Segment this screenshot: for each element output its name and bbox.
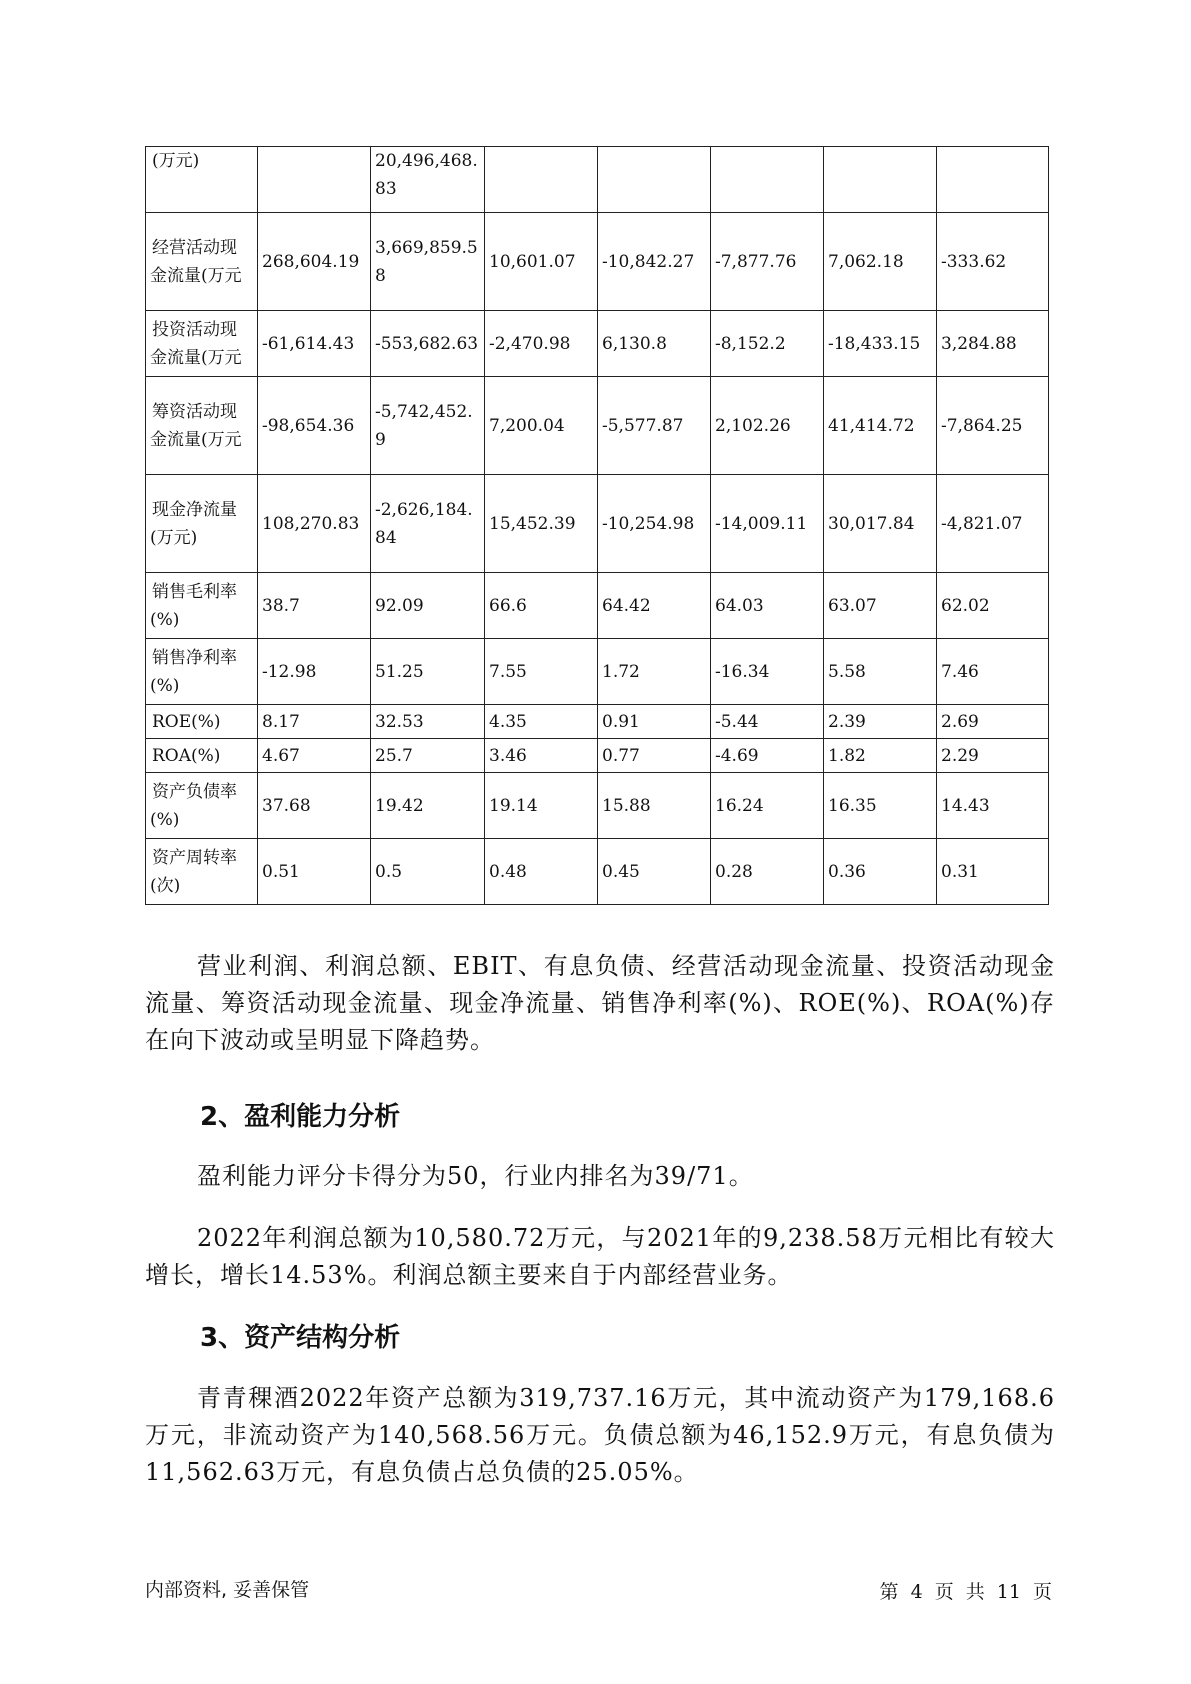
value-cell: -12.98 (258, 639, 371, 705)
value-cell: 0.77 (598, 739, 711, 773)
value-cell: 4.35 (485, 705, 598, 739)
profitability-score-paragraph: 盈利能力评分卡得分为50，行业内排名为39/71。 (197, 1162, 754, 1190)
value-cell: 0.36 (824, 839, 937, 905)
value-cell: 3,669,859.58 (371, 213, 485, 311)
value-cell: 7,062.18 (824, 213, 937, 311)
profit-total-paragraph: 2022年利润总额为10,580.72万元，与2021年的9,238.58万元相比有较大增长，增长14.53%。利润总额主要来自于内部经营业务。 (145, 1224, 1055, 1289)
value-cell: 1.72 (598, 639, 711, 705)
value-cell: 64.42 (598, 573, 711, 639)
table-row (146, 639, 1049, 705)
value-cell: 15,452.39 (485, 475, 598, 573)
row-label-cell: 现金净流量(万元) (146, 475, 258, 573)
value-cell: 3,284.88 (937, 311, 1049, 377)
value-cell (598, 147, 711, 213)
table-row (146, 773, 1049, 839)
value-cell: 7,200.04 (485, 377, 598, 475)
value-cell: 16.24 (711, 773, 824, 839)
value-cell: -61,614.43 (258, 311, 371, 377)
value-cell: -14,009.11 (711, 475, 824, 573)
row-label-cell: 资产负债率(%) (146, 773, 258, 839)
value-cell: 64.03 (711, 573, 824, 639)
value-cell: 2.39 (824, 705, 937, 739)
row-label-cell: ROE(%) (146, 705, 258, 739)
value-cell (485, 147, 598, 213)
value-cell: 38.7 (258, 573, 371, 639)
row-label-cell: ROA(%) (146, 739, 258, 773)
table-row (146, 705, 1049, 739)
value-cell: 2.29 (937, 739, 1049, 773)
value-cell: 3.46 (485, 739, 598, 773)
value-cell: 0.45 (598, 839, 711, 905)
value-cell: -5,577.87 (598, 377, 711, 475)
value-cell: -553,682.63 (371, 311, 485, 377)
table-row (146, 213, 1049, 311)
value-cell: 25.7 (371, 739, 485, 773)
value-cell: 37.68 (258, 773, 371, 839)
value-cell: 0.48 (485, 839, 598, 905)
value-cell: -7,864.25 (937, 377, 1049, 475)
value-cell (258, 147, 371, 213)
section-heading-profitability: 2、盈利能力分析 (200, 1102, 401, 1132)
value-cell: 32.53 (371, 705, 485, 739)
section-heading-asset-structure: 3、资产结构分析 (200, 1323, 401, 1353)
value-cell (824, 147, 937, 213)
table-row (146, 573, 1049, 639)
table-row (146, 147, 1049, 213)
value-cell: -7,877.76 (711, 213, 824, 311)
value-cell: 8.17 (258, 705, 371, 739)
table-row (146, 311, 1049, 377)
value-cell: 63.07 (824, 573, 937, 639)
asset-structure-paragraph: 青青稞酒2022年资产总额为319,737.16万元，其中流动资产为179,168.6万元，非流动资产为140,568.56万元。负债总额为46,152.9万元，有息负债为11,562.63万元，有息负债占总负债的25.05%。 (145, 1384, 1055, 1486)
footer-confidential-note: 内部资料, 妥善保管 (145, 1579, 310, 1601)
value-cell: 0.28 (711, 839, 824, 905)
financial-table (145, 146, 1049, 905)
value-cell: 51.25 (371, 639, 485, 705)
row-label-cell: 筹资活动现金流量(万元 (146, 377, 258, 475)
value-cell: -10,842.27 (598, 213, 711, 311)
value-cell: 15.88 (598, 773, 711, 839)
row-label-cell: 销售净利率(%) (146, 639, 258, 705)
table-row (146, 377, 1049, 475)
value-cell: -4,821.07 (937, 475, 1049, 573)
value-cell: 5.58 (824, 639, 937, 705)
value-cell: 66.6 (485, 573, 598, 639)
table-row (146, 839, 1049, 905)
footer-page-number: 第 4 页 共 11 页 (879, 1581, 1052, 1603)
value-cell: -18,433.15 (824, 311, 937, 377)
table-row (146, 475, 1049, 573)
value-cell: 6,130.8 (598, 311, 711, 377)
value-cell: 14.43 (937, 773, 1049, 839)
value-cell: 0.5 (371, 839, 485, 905)
value-cell: -5.44 (711, 705, 824, 739)
value-cell: 19.14 (485, 773, 598, 839)
value-cell: 0.31 (937, 839, 1049, 905)
value-cell: 16.35 (824, 773, 937, 839)
row-label-cell: 经营活动现金流量(万元 (146, 213, 258, 311)
value-cell: -10,254.98 (598, 475, 711, 573)
value-cell: 268,604.19 (258, 213, 371, 311)
row-label-cell: 资产周转率(次) (146, 839, 258, 905)
value-cell: 1.82 (824, 739, 937, 773)
value-cell: -2,626,184.84 (371, 475, 485, 573)
value-cell: 20,496,468.83 (371, 147, 485, 213)
value-cell: -8,152.2 (711, 311, 824, 377)
value-cell: 2,102.26 (711, 377, 824, 475)
value-cell: 0.51 (258, 839, 371, 905)
value-cell: -5,742,452.9 (371, 377, 485, 475)
value-cell: 10,601.07 (485, 213, 598, 311)
table-row (146, 739, 1049, 773)
value-cell: -4.69 (711, 739, 824, 773)
value-cell (937, 147, 1049, 213)
value-cell: -2,470.98 (485, 311, 598, 377)
row-label-cell: 销售毛利率(%) (146, 573, 258, 639)
value-cell: 19.42 (371, 773, 485, 839)
row-label-cell: 投资活动现金流量(万元 (146, 311, 258, 377)
value-cell: 108,270.83 (258, 475, 371, 573)
value-cell: 62.02 (937, 573, 1049, 639)
value-cell: 92.09 (371, 573, 485, 639)
value-cell: 2.69 (937, 705, 1049, 739)
value-cell: 7.46 (937, 639, 1049, 705)
value-cell: 30,017.84 (824, 475, 937, 573)
value-cell: -333.62 (937, 213, 1049, 311)
value-cell: -16.34 (711, 639, 824, 705)
row-label-cell: (万元) (146, 147, 258, 213)
trend-paragraph: 营业利润、利润总额、EBIT、有息负债、经营活动现金流量、投资活动现金流量、筹资活动现金流量、现金净流量、销售净利率(%)、ROE(%)、ROA(%)存在向下波动或呈明显下降趋势。 (145, 952, 1055, 1054)
value-cell (711, 147, 824, 213)
value-cell: 4.67 (258, 739, 371, 773)
value-cell: 41,414.72 (824, 377, 937, 475)
value-cell: -98,654.36 (258, 377, 371, 475)
value-cell: 7.55 (485, 639, 598, 705)
value-cell: 0.91 (598, 705, 711, 739)
